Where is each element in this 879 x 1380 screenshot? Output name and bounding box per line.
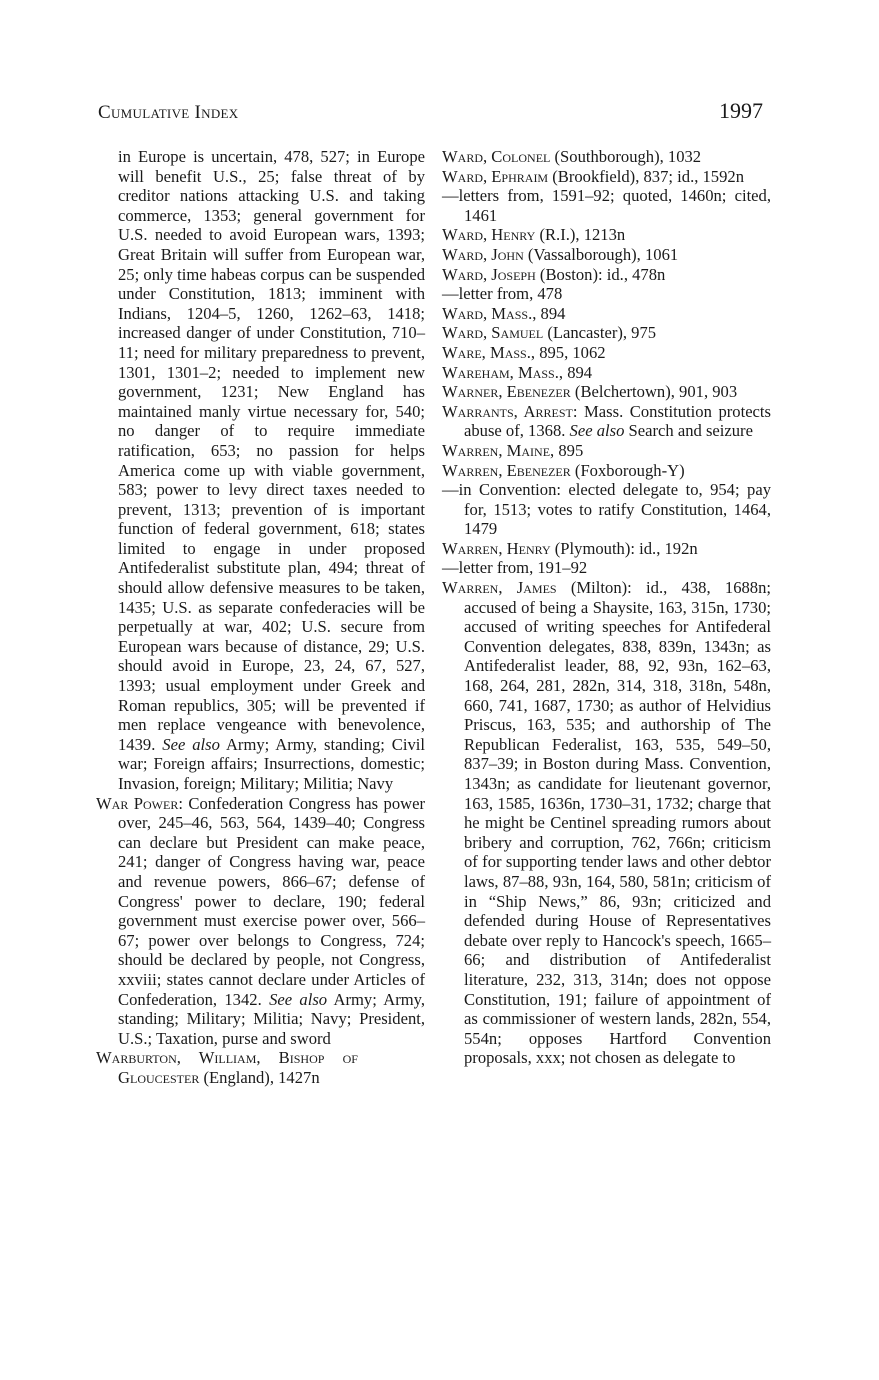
left-column bbox=[96, 147, 425, 1088]
entry-heading: War Power bbox=[96, 793, 179, 813]
page-number: 1997 bbox=[719, 98, 763, 123]
entry-heading: Ward, Colonel bbox=[442, 147, 551, 166]
entry-text: : Confederation Congress has power over, 245–46, 563, 564, 1439–40; Congress can declare but President can make peace, 241; danger of Congress having war, peace and revenue powers, 866–67; defense of Congress' power to declare, 190; federal government must exercise power over, 566–67; power over belongs to Congress, 724; should be declared by people, not Congress, xxviii; states cannot declare under Articles of Confederation, 1342. bbox=[118, 793, 425, 1009]
entry-heading: Warrants, Arrest bbox=[442, 401, 573, 421]
entry-text: (Foxborough-Y) bbox=[574, 460, 685, 480]
entry-heading: Wareham, Mass. bbox=[442, 362, 559, 382]
entry-text: (Vassalborough), 1061 bbox=[527, 244, 679, 264]
index-entry-ward-colonel bbox=[442, 147, 771, 167]
see-also-label: See also bbox=[162, 734, 220, 754]
index-subentry-ward-joseph-letter: —letter from, 478 bbox=[442, 284, 563, 304]
entry-text: , 895, 1062 bbox=[530, 342, 606, 362]
index-entry-war-continuation bbox=[96, 147, 425, 794]
entry-text: (Boston): id., 478n bbox=[539, 264, 666, 284]
running-title: Cumulative Index bbox=[98, 102, 239, 123]
index-entry-warren-james bbox=[442, 578, 771, 1068]
index-subentry-warren-ebenezer-convention: —in Convention: elected delegate to, 954; pay for, 1513; votes to ratify Constitution, 1464, 1479 bbox=[442, 480, 771, 539]
entry-heading: Warner, Ebenezer bbox=[442, 382, 571, 402]
index-entry-warrants-arrest bbox=[442, 402, 771, 441]
see-also-label: See also bbox=[269, 989, 328, 1009]
entry-text: , 894 bbox=[558, 362, 593, 382]
index-entry-warburton bbox=[96, 1048, 425, 1087]
entry-text: (Milton): id., 438, 1688n; accused of being a Shaysite, 163, 315n, 1730; accused of writing speeches for Antifederal Convention delegates, 838, 839n, 1343n; as Antifederalist leader, 88, 92, 93n, 162–63, 168, 264, 281, 282n, 314, 318, 318n, 548n, 660, 741, 1687, 1730; as author of Helvidius Priscus, 163, 535; and authorship of The Republican Federalist, 163, 535, 549–50, 837–39; in Boston during Mass. Convention, 1343n; as candidate for lieutenant governor, 163, 1585, 1636n, 1730–31, 1732; charge that he might be Centinel spreading rumors about bribery and corruption, 762, 766n; criticism of for supporting tender laws and other debtor laws, 87–88, 93n, 164, 580, 581n; criticism of in “Ship News,” 86, 93n; criticized and defended during House of Representatives debate over reply to Hancock's speech, 1665–66; and distribution of Antifederalist literature, 232, 313, 314n; does not oppose Constitution, 191; failure of appointment of as commissioner of western lands, 282n, 554, 554n; opposes Hartford Convention proposals, xxx; not chosen as delegate to bbox=[464, 578, 771, 1068]
right-column bbox=[442, 147, 771, 1068]
index-subentry-ward-ephraim-letters: —letters from, 1591–92; quoted, 1460n; cited, 1461 bbox=[442, 186, 771, 225]
entry-heading: Ward, Joseph bbox=[442, 264, 536, 284]
index-entry-ward-mass bbox=[442, 304, 771, 324]
entry-heading: Ware, Mass. bbox=[442, 342, 531, 362]
index-subentry-warren-henry-letter: —letter from, 191–92 bbox=[442, 558, 588, 578]
entry-heading: Ward, John bbox=[442, 244, 524, 264]
index-entry-wareham-mass bbox=[442, 363, 771, 383]
entry-heading: Ward, Ephraim bbox=[442, 166, 549, 186]
entry-text: (Lancaster), 975 bbox=[547, 323, 657, 343]
entry-heading: Warren, Ebenezer bbox=[442, 460, 571, 480]
entry-text: (R.I.), 1213n bbox=[539, 225, 626, 245]
entry-heading: Ward, Henry bbox=[442, 225, 536, 245]
index-entry-warren-maine bbox=[442, 441, 771, 461]
entry-heading: Warren, Henry bbox=[442, 538, 551, 558]
index-entry-warren-ebenezer bbox=[442, 461, 771, 481]
entry-text: in Europe is uncertain, 478, 527; in Europe will benefit U.S., 25; false threat of by creditor nations attacking U.S. and taking commerce, 1353; general government for U.S. needed to avoid European wars, 1393; Great Britain will suffer from European war, 25; only time habeas corpus can be suspended under Constitution, 1813; imminent with Indians, 1204–5, 1260, 1262–63, 1418; increased danger of under Constitution, 710–11; need for military preparedness to prevent, 1301, 1301–2; needed to implement new government, 1231; New England has maintained manly virtue necessary for, 540; no danger of to require immediate ratification, 653; no passion for helps America come up with viable government, 583; power to levy direct taxes needed to prevent, 1313; prevention of is important function of federal government, 618; states limited to engage in under proposed Antifederalist substitute plan, 494; threat of should allow defensive measures to be taken, 1435; U.S. as separate confederacies will be perpetually at war, 402; U.S. secure from European wars because of distance, 29; U.S. should avoid in Europe, 23, 24, 67, 527, 1393; usual employment under Greek and Roman republics, 305; will be prevented if men replace vengeance with benevolence, 1439. bbox=[118, 147, 425, 754]
index-entry-ward-ephraim bbox=[442, 167, 771, 187]
see-also-label: See also bbox=[569, 421, 625, 441]
entry-cross-references: Search and seizure bbox=[628, 421, 753, 441]
entry-cross-references: Army; Army, standing; Military; Militia; Navy; President, U.S.; Taxation, purse and sword bbox=[118, 989, 425, 1048]
entry-text: , 895 bbox=[550, 440, 584, 460]
entry-text: (Brookfield), 837; id., 1592n bbox=[552, 166, 744, 186]
index-entry-ward-samuel bbox=[442, 323, 771, 343]
entry-text: : Mass. Constitution protects abuse of, 1368. bbox=[464, 401, 771, 441]
entry-heading: Ward, Samuel bbox=[442, 323, 544, 343]
index-entry-ward-john bbox=[442, 245, 771, 265]
entry-heading: Warren, James bbox=[442, 578, 557, 598]
entry-heading: Warburton, William, Bishop of Gloucester bbox=[96, 1048, 358, 1087]
index-entry-warren-henry bbox=[442, 539, 771, 559]
index-entry-war-power bbox=[96, 794, 425, 1049]
entry-text: (Plymouth): id., 192n bbox=[554, 538, 698, 558]
entry-text: , 894 bbox=[532, 303, 566, 323]
entry-text: (Southborough), 1032 bbox=[554, 147, 702, 166]
index-entry-ware-mass bbox=[442, 343, 771, 363]
entry-text: (Belchertown), 901, 903 bbox=[574, 382, 738, 402]
page-header bbox=[98, 98, 763, 124]
entry-heading: Warren, Maine bbox=[442, 440, 551, 460]
entry-heading: Ward, Mass. bbox=[442, 303, 533, 323]
index-entry-ward-henry bbox=[442, 225, 771, 245]
index-entry-ward-joseph bbox=[442, 265, 771, 285]
index-entry-warner-ebenezer bbox=[442, 382, 771, 402]
entry-text: (England), 1427n bbox=[203, 1067, 320, 1087]
entry-cross-references: Army; Army, standing; Civil war; Foreign affairs; Insurrections, domestic; Invasion, foreign; Military; Militia; Navy bbox=[118, 734, 425, 793]
